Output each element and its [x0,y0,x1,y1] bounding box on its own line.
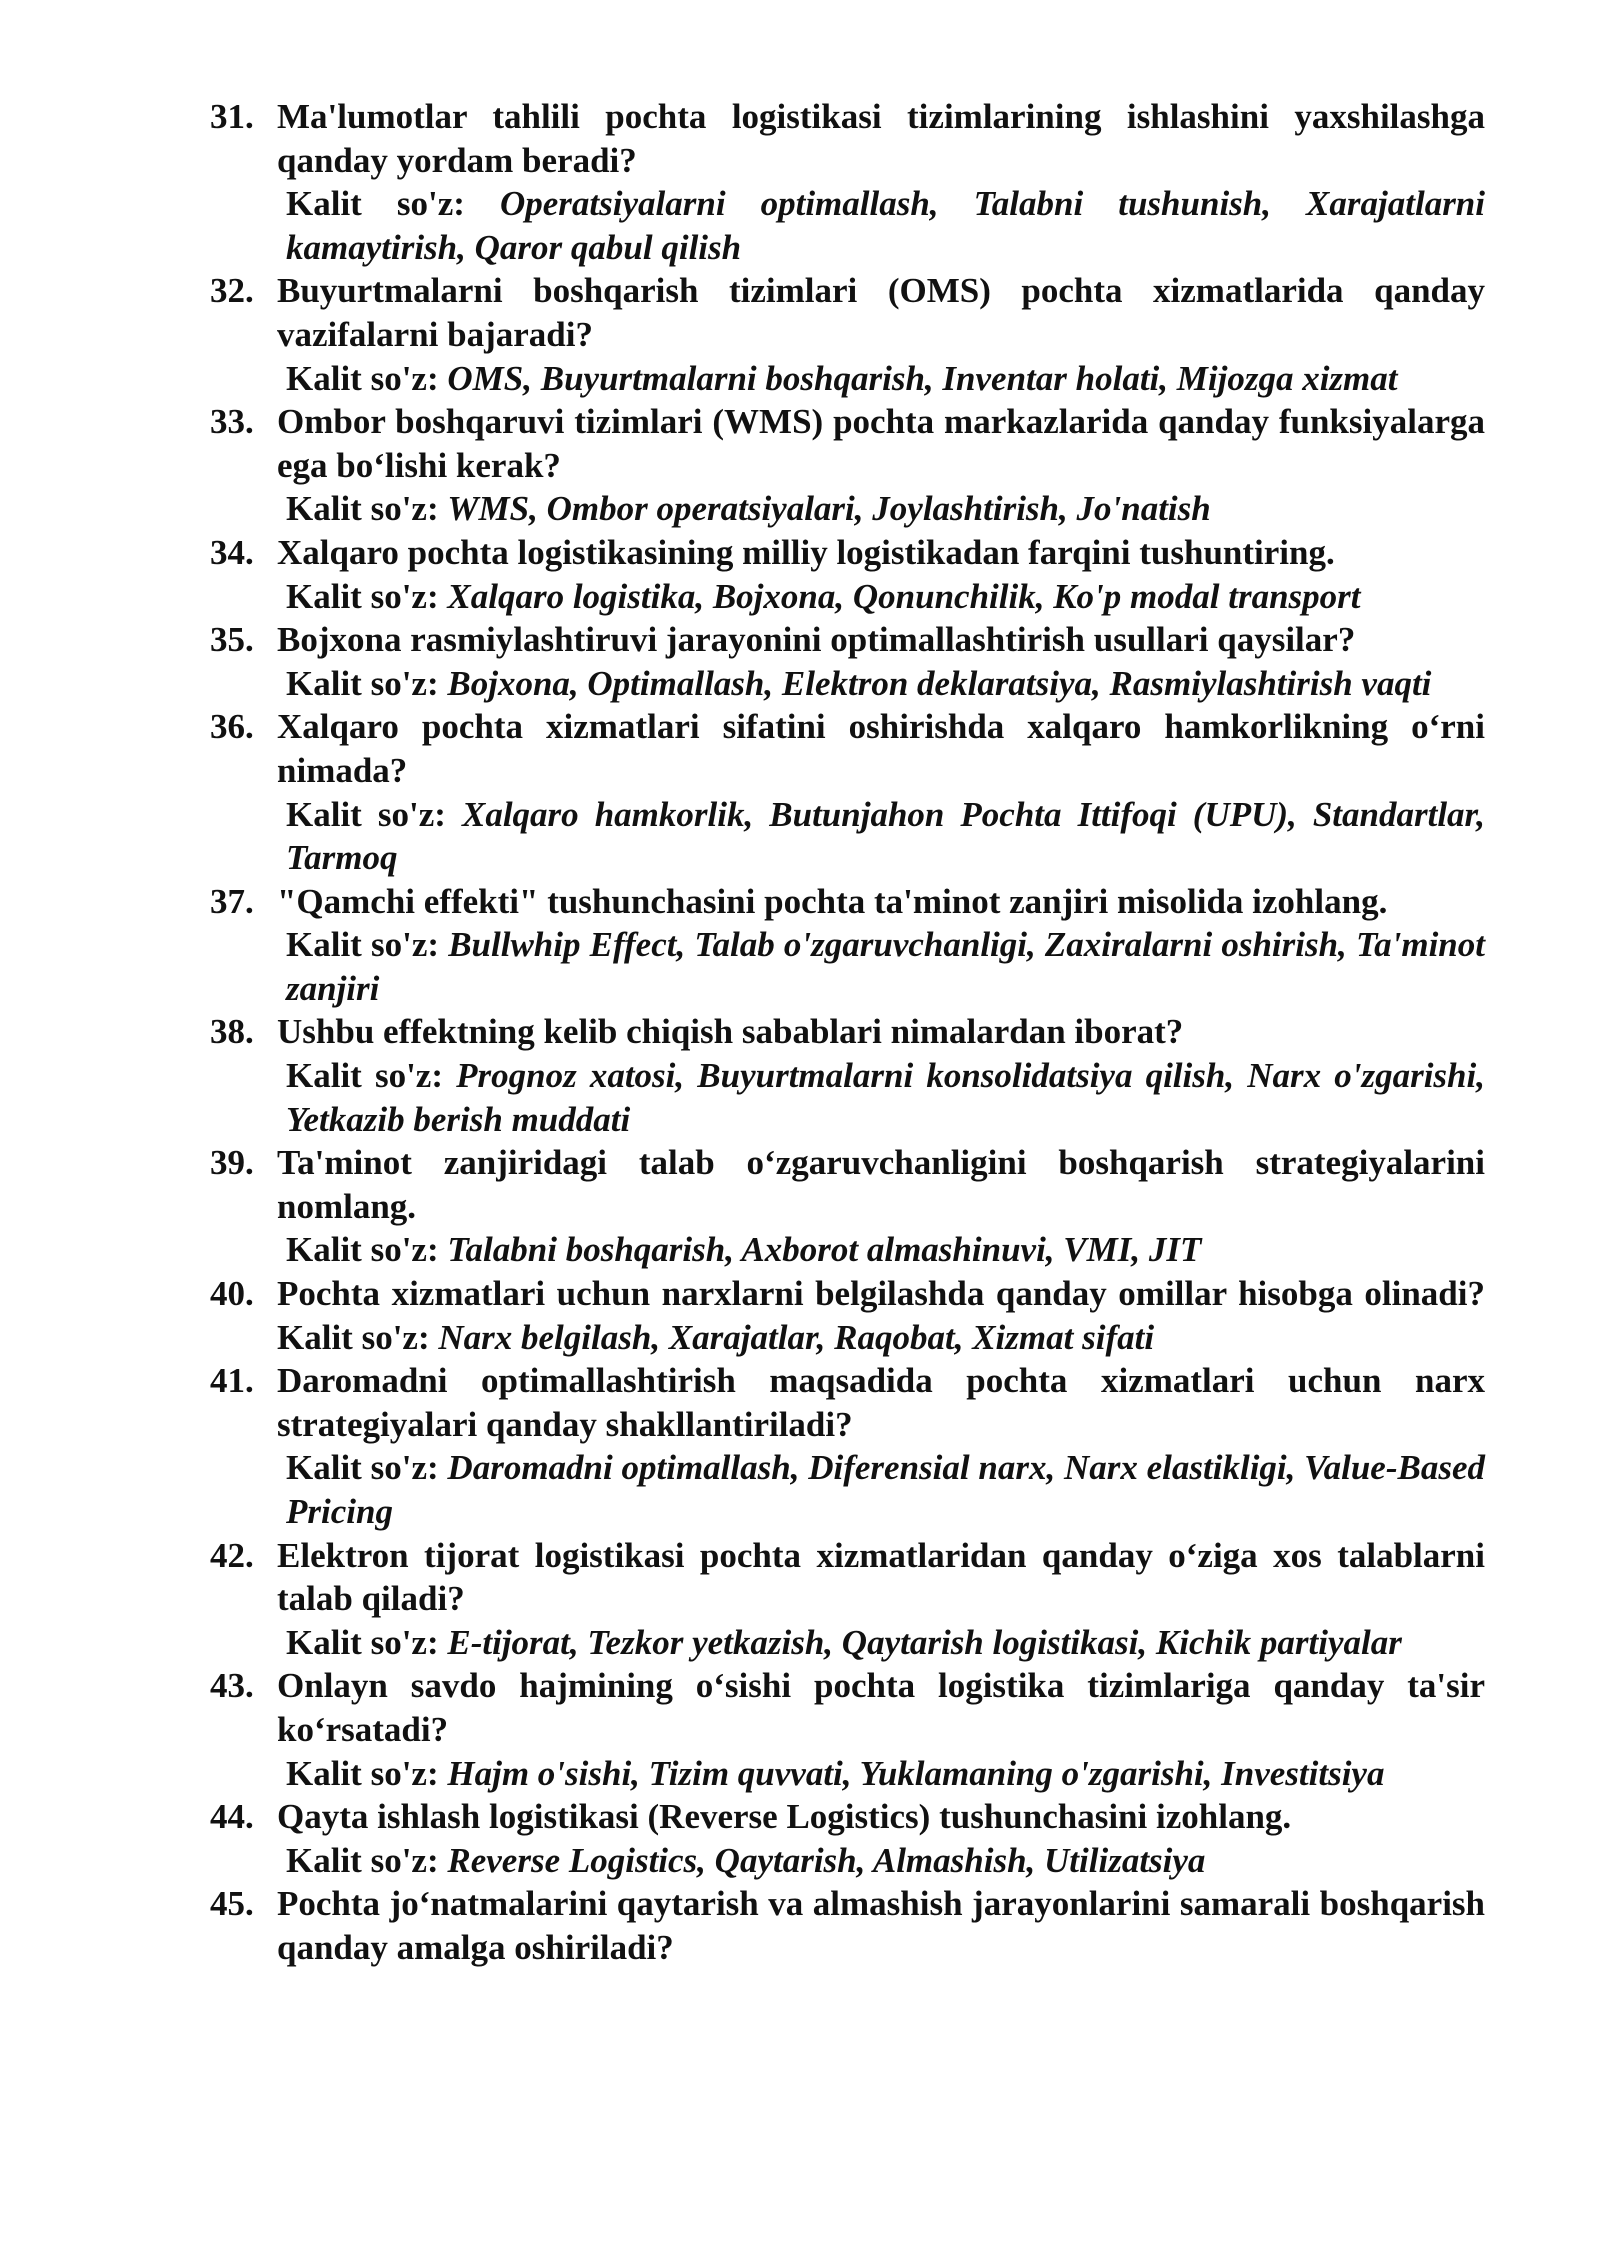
keywords-line [277,793,1485,880]
keywords-values: Reverse Logistics, Qaytarish, Almashish, Utilizatsiya [447,1840,1206,1880]
question-item-31 [210,95,1485,269]
question-number: 31. [210,97,254,136]
question-text: Ma'lumotlar tahlili pochta logistikasi tizimlarining ishlashini yaxshilashga qanday yordam beradi? [277,97,1485,180]
question-number: 38. [210,1012,254,1052]
question-item-42 [210,1534,1485,1665]
keywords-label: Kalit so'z: [286,663,439,703]
question-text: Onlayn savdo hajmining o‘sishi pochta logistika tizimlariga qanday ta'sir ko‘rsatadi? [277,1666,1485,1749]
keywords-label: Kalit so'z: [286,925,440,965]
keywords-line [277,1752,1485,1796]
question-item-39 [210,1141,1485,1272]
question-item-38 [210,1010,1485,1141]
question-item-44 [210,1795,1485,1882]
keywords-label: Kalit so'z: [286,1622,439,1662]
question-number: 45. [210,1884,254,1924]
keywords-line [277,1839,1485,1883]
question-text: Qayta ishlash logistikasi (Reverse Logistics) tushunchasini izohlang. [277,1797,1292,1837]
keywords-values: Xalqaro logistika, Bojxona, Qonunchilik, Ko'p modal transport [447,576,1361,616]
question-item-35 [210,618,1485,705]
question-item-41 [210,1359,1485,1533]
question-item-36 [210,705,1485,879]
question-number: 41. [210,1361,254,1401]
question-text: Xalqaro pochta logistikasining milliy logistikadan farqini tushuntiring. [277,532,1335,572]
question-number: 42. [210,1535,254,1575]
keywords-label: Kalit so'z: [277,1317,430,1357]
question-text: "Qamchi effekti" tushunchasini pochta ta'minot zanjiri misolida izohlang. [277,881,1388,921]
keywords-values: Narx belgilash, Xarajatlar, Raqobat, Xizmat sifati [438,1317,1155,1357]
keywords-values: Operatsiyalarni optimallash, Talabni tushunish, Xarajatlarni kamaytirish, Qaror qabul qilish [286,184,1486,267]
question-text: Ta'minot zanjiridagi talab o‘zgaruvchanligini boshqarish strategiyalarini nomlang. [277,1143,1485,1226]
keywords-label: Kalit so'z: [286,1056,443,1096]
keywords-values: WMS, Ombor operatsiyalari, Joylashtirish, Jo'natish [447,489,1211,529]
keywords-label: Kalit so'z: [286,489,439,529]
keywords-values: Talabni boshqarish, Axborot almashinuvi, VMI, JIT [447,1230,1202,1270]
keywords-line [277,1621,1485,1665]
question-item-45 [210,1882,1485,1969]
question-number: 43. [210,1666,254,1706]
question-number: 44. [210,1797,254,1837]
question-text: Daromadni optimallashtirish maqsadida pochta xizmatlari uchun narx strategiyalari qanday shakllantiriladi? [277,1361,1485,1444]
question-text: Ushbu effektning kelib chiqish sabablari nimalardan iborat? [277,1012,1184,1052]
keywords-values: Prognoz xatosi, Buyurtmalarni konsolidatsiya qilish, Narx o'zgarishi, Yetkazib berish muddati [286,1056,1485,1139]
keywords-label: Kalit so'z: [286,576,439,616]
keywords-label: Kalit so'z: [286,1753,439,1793]
question-number: 33. [210,402,254,442]
question-text: Xalqaro pochta xizmatlari sifatini oshirishda xalqaro hamkorlikning o‘rni nimada? [277,707,1485,790]
keywords-values: Bojxona, Optimallash, Elektron deklaratsiya, Rasmiylashtirish vaqti [447,663,1432,703]
question-item-40 [210,1272,1485,1359]
keywords-line [277,575,1485,619]
question-item-37 [210,880,1485,1011]
keywords-values: Daromadni optimallash, Diferensial narx, Narx elastikligi, Value-Based Pricing [286,1448,1486,1531]
keywords-label: Kalit so'z: [286,794,446,834]
question-item-33 [210,400,1485,531]
question-item-32 [210,269,1485,400]
keywords-values: E-tijorat, Tezkor yetkazish, Qaytarish logistikasi, Kichik partiyalar [447,1622,1402,1662]
keywords-line [277,487,1485,531]
keywords-label: Kalit so'z: [286,184,465,224]
keywords-values: OMS, Buyurtmalarni boshqarish, Inventar holati, Mijozga xizmat [447,358,1398,398]
keywords-label: Kalit so'z: [286,358,439,398]
question-text: Pochta xizmatlari uchun narxlarni belgilashda qanday omillar hisobga olinadi? [277,1274,1485,1314]
question-number: 36. [210,707,254,747]
keywords-line [277,182,1485,269]
question-text: Ombor boshqaruvi tizimlari (WMS) pochta markazlarida qanday funksiyalarga ega bo‘lishi kerak? [277,402,1485,485]
question-number: 32. [210,271,254,311]
question-number: 37. [210,881,254,921]
question-text: Elektron tijorat logistikasi pochta xizmatlaridan qanday o‘ziga xos talablarni talab qiladi? [277,1535,1485,1619]
keywords-line [277,357,1485,401]
keywords-label: Kalit so'z: [286,1448,439,1488]
keywords-label: Kalit so'z: [286,1230,439,1270]
question-text: Buyurtmalarni boshqarish tizimlari (OMS) pochta xizmatlarida qanday vazifalarni bajaradi? [277,271,1485,354]
question-item-43 [210,1664,1485,1795]
question-number: 40. [210,1274,254,1314]
question-number: 35. [210,620,254,660]
question-text-with-keywords [277,1272,1485,1359]
keywords-values: Xalqaro hamkorlik, Butunjahon Pochta Ittifoqi (UPU), Standartlar, Tarmoq [286,794,1485,878]
keywords-line [277,1054,1485,1141]
question-text: Bojxona rasmiylashtiruvi jarayonini optimallashtirish usullari qaysilar? [277,620,1356,660]
keywords-label: Kalit so'z: [286,1840,439,1880]
keywords-values: Bullwhip Effect, Talab o'zgaruvchanligi, Zaxiralarni oshirish, Ta'minot zanjiri [286,925,1485,1008]
question-item-34 [210,531,1485,618]
keywords-line [277,1446,1485,1533]
keywords-line [277,923,1485,1010]
keywords-values: Hajm o'sishi, Tizim quvvati, Yuklamaning o'zgarishi, Investitsiya [447,1753,1385,1793]
question-number: 39. [210,1143,254,1183]
question-list [210,95,1485,1970]
question-text: Pochta jo‘natmalarini qaytarish va almashish jarayonlarini samarali boshqarish qanday amalga oshiriladi? [277,1884,1485,1967]
question-number: 34. [210,532,254,572]
keywords-line [277,1228,1485,1272]
keywords-line [277,662,1485,706]
